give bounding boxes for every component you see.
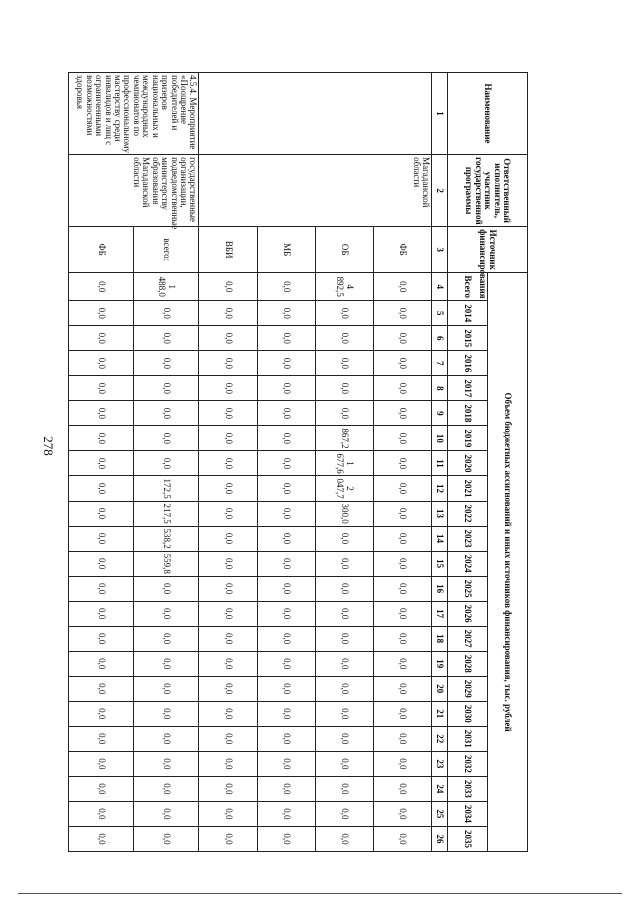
header-year: 2020 <box>448 451 488 476</box>
row-total-cell: 0,0 <box>373 273 431 301</box>
row-value-cell: 0,0 <box>199 676 257 701</box>
row-value-cell: 0,0 <box>373 676 431 701</box>
row-value-cell: 0,0 <box>199 501 257 526</box>
row-value-cell: 0,0 <box>69 451 134 476</box>
column-number: 5 <box>432 301 448 326</box>
row-value-cell: 0,0 <box>257 376 315 401</box>
table-row <box>134 73 199 852</box>
row-value-cell: 0,0 <box>199 726 257 751</box>
row-value-cell: 0,0 <box>257 776 315 801</box>
row-value-cell: 0,0 <box>134 351 199 376</box>
column-number: 6 <box>432 326 448 351</box>
row-value-cell: 0,0 <box>69 751 134 776</box>
row-name-cell <box>199 73 432 155</box>
column-number: 21 <box>432 701 448 726</box>
row-value-cell: 0,0 <box>373 551 431 576</box>
row-value-cell: 0,0 <box>199 301 257 326</box>
row-value-cell: 0,0 <box>315 676 373 701</box>
row-value-cell: 0,0 <box>315 601 373 626</box>
row-value-cell: 0,0 <box>69 801 134 826</box>
row-value-cell: 0,0 <box>315 801 373 826</box>
row-value-cell: 0,0 <box>69 326 134 351</box>
row-value-cell: 0,0 <box>134 676 199 701</box>
row-value-cell: 0,0 <box>69 676 134 701</box>
header-year: 2031 <box>448 726 488 751</box>
row-value-cell: 0,0 <box>199 351 257 376</box>
row-value-cell: 0,0 <box>257 726 315 751</box>
row-value-cell: 0,0 <box>69 476 134 501</box>
header-year: 2026 <box>448 601 488 626</box>
row-value-cell: 0,0 <box>257 476 315 501</box>
row-source-cell: ВБИ <box>199 227 257 273</box>
row-value-cell: 0,0 <box>315 351 373 376</box>
row-value-cell: 0,0 <box>69 651 134 676</box>
row-value-cell: 0,0 <box>134 626 199 651</box>
header-year: 2028 <box>448 651 488 676</box>
header-year: 2021 <box>448 476 488 501</box>
row-value-cell: 0,0 <box>257 501 315 526</box>
header-year: 2030 <box>448 701 488 726</box>
row-total-cell: 0,0 <box>199 273 257 301</box>
header-total: Всего <box>448 273 488 301</box>
row-executor-cell: Магаданской области <box>199 155 432 227</box>
column-number: 25 <box>432 801 448 826</box>
row-value-cell: 0,0 <box>257 526 315 551</box>
row-executor-cell: государственные организации, подведомственные министерству образования Магаданской области <box>69 155 200 227</box>
row-value-cell: 0,0 <box>373 826 431 851</box>
row-value-cell: 0,0 <box>373 451 431 476</box>
row-value-cell: 0,0 <box>134 576 199 601</box>
column-number: 12 <box>432 476 448 501</box>
column-number: 10 <box>432 426 448 451</box>
financing-table-area <box>68 72 528 852</box>
table-body <box>69 73 432 852</box>
row-source-cell: МБ <box>257 227 315 273</box>
row-value-cell: 0,0 <box>199 551 257 576</box>
row-value-cell: 0,0 <box>134 776 199 801</box>
row-value-cell: 0,0 <box>257 651 315 676</box>
row-value-cell: 0,0 <box>69 826 134 851</box>
row-value-cell: 0,0 <box>315 376 373 401</box>
row-value-cell: 0,0 <box>69 376 134 401</box>
column-number: 4 <box>432 273 448 301</box>
header-year: 2034 <box>448 801 488 826</box>
row-value-cell: 0,0 <box>315 626 373 651</box>
row-value-cell: 0,0 <box>315 576 373 601</box>
header-year: 2025 <box>448 576 488 601</box>
header-source: Источник финансирования <box>448 227 528 273</box>
row-value-cell: 1 677,6 <box>315 451 373 476</box>
row-value-cell: 300,0 <box>315 501 373 526</box>
row-value-cell: 0,0 <box>315 551 373 576</box>
row-value-cell: 0,0 <box>315 326 373 351</box>
column-number: 3 <box>432 227 448 273</box>
row-value-cell: 0,0 <box>257 426 315 451</box>
row-value-cell: 0,0 <box>199 601 257 626</box>
row-value-cell: 0,0 <box>373 701 431 726</box>
row-value-cell: 0,0 <box>69 726 134 751</box>
column-number: 1 <box>432 73 448 155</box>
row-value-cell: 0,0 <box>315 651 373 676</box>
row-value-cell: 0,0 <box>134 726 199 751</box>
row-value-cell: 0,0 <box>315 526 373 551</box>
row-source-cell: ОБ <box>315 227 373 273</box>
row-value-cell: 0,0 <box>257 701 315 726</box>
row-value-cell: 0,0 <box>69 351 134 376</box>
row-value-cell: 0,0 <box>134 301 199 326</box>
row-value-cell: 0,0 <box>69 401 134 426</box>
row-source-cell: всего: <box>134 227 199 273</box>
header-executor: Ответственный исполнитель, участник государственной программы <box>448 155 528 227</box>
row-value-cell: 0,0 <box>257 626 315 651</box>
row-value-cell: 0,0 <box>69 626 134 651</box>
row-value-cell: 0,0 <box>199 651 257 676</box>
row-value-cell: 0,0 <box>315 751 373 776</box>
header-year: 2032 <box>448 751 488 776</box>
column-number: 8 <box>432 376 448 401</box>
row-value-cell: 0,0 <box>257 826 315 851</box>
row-value-cell: 0,0 <box>373 576 431 601</box>
row-value-cell: 0,0 <box>69 601 134 626</box>
row-value-cell: 0,0 <box>373 801 431 826</box>
row-value-cell: 0,0 <box>315 401 373 426</box>
row-source-cell: ФБ <box>69 227 134 273</box>
row-value-cell: 0,0 <box>199 776 257 801</box>
row-value-cell: 0,0 <box>373 601 431 626</box>
row-value-cell: 0,0 <box>315 701 373 726</box>
row-value-cell: 0,0 <box>199 451 257 476</box>
row-value-cell: 0,0 <box>134 826 199 851</box>
row-value-cell: 0,0 <box>199 401 257 426</box>
column-number: 24 <box>432 776 448 801</box>
row-value-cell: 0,0 <box>199 426 257 451</box>
row-value-cell: 0,0 <box>134 801 199 826</box>
row-value-cell: 0,0 <box>315 726 373 751</box>
header-year: 2019 <box>448 426 488 451</box>
row-value-cell: 0,0 <box>315 776 373 801</box>
header-volume: Объем бюджетных ассигнований и иных источников финансирования, тыс. рублей <box>488 273 528 852</box>
row-value-cell: 0,0 <box>257 301 315 326</box>
page-number: 278 <box>40 436 56 456</box>
header-year: 2033 <box>448 776 488 801</box>
header-year: 2035 <box>448 826 488 851</box>
row-value-cell: 0,0 <box>373 476 431 501</box>
row-value-cell: 0,0 <box>257 801 315 826</box>
column-number: 7 <box>432 351 448 376</box>
row-value-cell: 0,0 <box>199 526 257 551</box>
column-number: 23 <box>432 751 448 776</box>
row-value-cell: 0,0 <box>199 476 257 501</box>
row-value-cell: 0,0 <box>373 726 431 751</box>
row-value-cell: 0,0 <box>69 501 134 526</box>
row-value-cell: 0,0 <box>373 326 431 351</box>
row-total-cell: 0,0 <box>69 273 134 301</box>
row-value-cell: 0,0 <box>69 301 134 326</box>
row-value-cell: 2 047,7 <box>315 476 373 501</box>
row-value-cell: 0,0 <box>257 551 315 576</box>
row-value-cell: 0,0 <box>315 301 373 326</box>
financing-table <box>68 72 528 852</box>
row-value-cell: 0,0 <box>134 651 199 676</box>
row-value-cell: 0,0 <box>134 451 199 476</box>
header-year: 2029 <box>448 676 488 701</box>
row-value-cell: 0,0 <box>257 601 315 626</box>
row-value-cell: 538,2 <box>134 526 199 551</box>
row-value-cell: 0,0 <box>199 576 257 601</box>
row-value-cell: 0,0 <box>199 376 257 401</box>
row-value-cell: 0,0 <box>134 401 199 426</box>
header-year: 2018 <box>448 401 488 426</box>
header-year: 2022 <box>448 501 488 526</box>
row-value-cell: 0,0 <box>257 576 315 601</box>
row-value-cell: 0,0 <box>257 451 315 476</box>
row-value-cell: 0,0 <box>373 401 431 426</box>
row-value-cell: 867,2 <box>315 426 373 451</box>
row-value-cell: 0,0 <box>257 676 315 701</box>
row-value-cell: 0,0 <box>373 351 431 376</box>
row-value-cell: 559,8 <box>134 551 199 576</box>
column-number: 17 <box>432 601 448 626</box>
header-year: 2016 <box>448 351 488 376</box>
column-number: 16 <box>432 576 448 601</box>
column-number: 14 <box>432 526 448 551</box>
row-value-cell: 0,0 <box>199 701 257 726</box>
header-year: 2014 <box>448 301 488 326</box>
row-value-cell: 0,0 <box>69 526 134 551</box>
row-source-cell: ФБ <box>373 227 431 273</box>
row-total-cell: 0,0 <box>257 273 315 301</box>
row-value-cell: 217,5 <box>134 501 199 526</box>
column-number: 2 <box>432 155 448 227</box>
row-value-cell: 0,0 <box>69 551 134 576</box>
row-value-cell: 0,0 <box>199 801 257 826</box>
row-value-cell: 0,0 <box>373 301 431 326</box>
header-year: 2015 <box>448 326 488 351</box>
column-number: 19 <box>432 651 448 676</box>
header-year: 2024 <box>448 551 488 576</box>
row-value-cell: 0,0 <box>373 626 431 651</box>
page-bottom-rule <box>18 893 622 894</box>
row-value-cell: 0,0 <box>373 501 431 526</box>
header-year: 2023 <box>448 526 488 551</box>
row-value-cell: 0,0 <box>199 826 257 851</box>
row-value-cell: 0,0 <box>373 651 431 676</box>
row-value-cell: 0,0 <box>69 576 134 601</box>
row-value-cell: 0,0 <box>134 326 199 351</box>
header-name: Наименование <box>448 73 528 155</box>
row-value-cell: 172,5 <box>134 476 199 501</box>
row-value-cell: 0,0 <box>134 701 199 726</box>
column-number: 18 <box>432 626 448 651</box>
row-value-cell: 0,0 <box>373 526 431 551</box>
row-value-cell: 0,0 <box>134 376 199 401</box>
column-number: 11 <box>432 451 448 476</box>
row-value-cell: 0,0 <box>199 626 257 651</box>
row-value-cell: 0,0 <box>373 751 431 776</box>
row-name-cell: 4.5.4. Мероприятие «Поощрение победителей и призеров национальных и международных чемпионатов по профессиональному мастерству среди инвалидов и лиц с ограниченными возможностями здоровья <box>69 73 200 155</box>
row-value-cell: 0,0 <box>199 751 257 776</box>
row-value-cell: 0,0 <box>69 426 134 451</box>
column-number-row <box>432 73 448 852</box>
row-value-cell: 0,0 <box>199 326 257 351</box>
row-value-cell: 0,0 <box>257 326 315 351</box>
row-value-cell: 0,0 <box>134 426 199 451</box>
row-value-cell: 0,0 <box>69 701 134 726</box>
row-value-cell: 0,0 <box>69 776 134 801</box>
row-value-cell: 0,0 <box>373 376 431 401</box>
header-year: 2017 <box>448 376 488 401</box>
row-value-cell: 0,0 <box>134 751 199 776</box>
column-number: 26 <box>432 826 448 851</box>
column-number: 13 <box>432 501 448 526</box>
row-value-cell: 0,0 <box>373 426 431 451</box>
header-year: 2027 <box>448 626 488 651</box>
row-total-cell: 1 488,0 <box>134 273 199 301</box>
row-value-cell: 0,0 <box>257 351 315 376</box>
column-number: 20 <box>432 676 448 701</box>
row-value-cell: 0,0 <box>134 601 199 626</box>
row-value-cell: 0,0 <box>315 826 373 851</box>
row-value-cell: 0,0 <box>257 751 315 776</box>
row-value-cell: 0,0 <box>257 401 315 426</box>
column-number: 15 <box>432 551 448 576</box>
column-number: 22 <box>432 726 448 751</box>
row-total-cell: 4 892,5 <box>315 273 373 301</box>
table-row <box>373 73 431 852</box>
row-value-cell: 0,0 <box>373 776 431 801</box>
column-number: 9 <box>432 401 448 426</box>
